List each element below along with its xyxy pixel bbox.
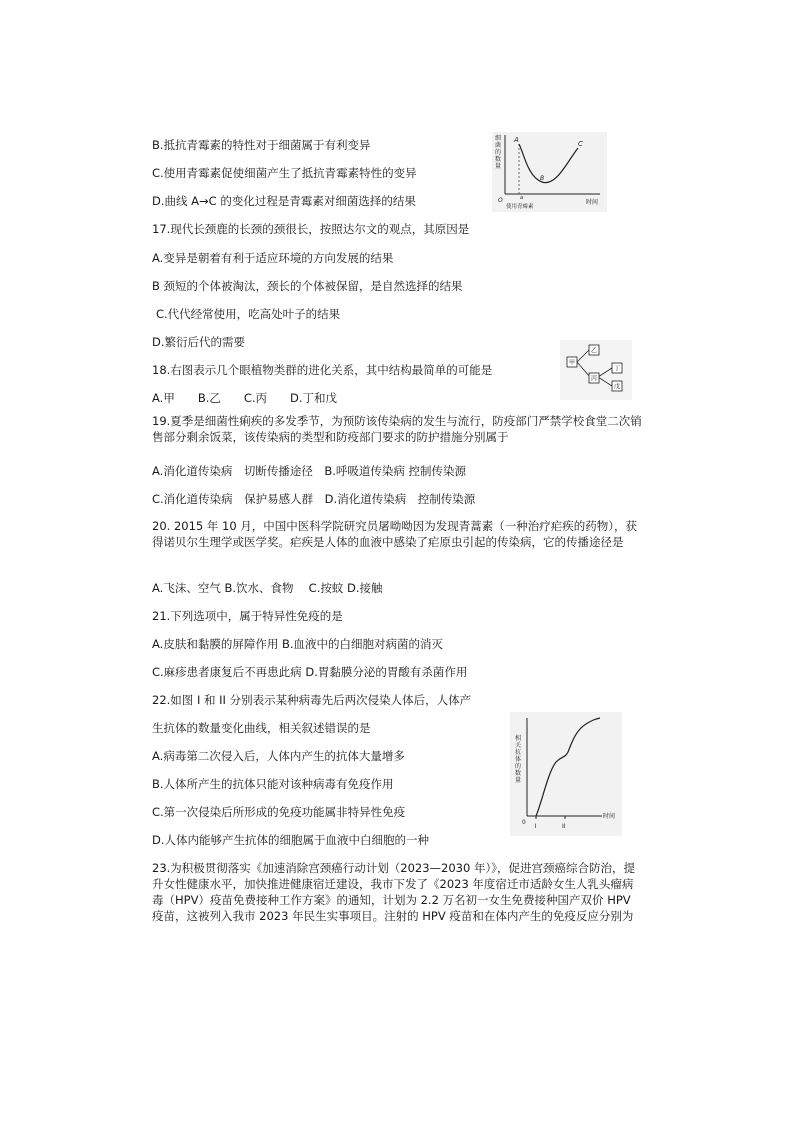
q22-option-b: B.人体所产生的抗体只能对该种病毒有免疫作用 — [152, 777, 394, 791]
q22-stem-line2: 生抗体的数量变化曲线，相关叙述错误的是 — [152, 721, 371, 735]
fig18-node-wu: 戊 — [613, 383, 621, 391]
fig22-origin: 0 — [522, 819, 526, 826]
fig22-ylabel-7: 量 — [514, 777, 522, 784]
antibody-curve-figure — [510, 712, 622, 836]
q21-options-cd: C.麻疹患者康复后不再患此病 D.胃黏膜分泌的胃酸有杀菌作用 — [152, 665, 468, 679]
q18-options: A.甲 B.乙 C.丙 D.丁和戊 — [152, 391, 338, 405]
fig22-xlabel: 时间 — [603, 813, 616, 820]
fig22-tick-2: II — [562, 823, 566, 830]
fig16-mark-a: a — [520, 195, 524, 201]
q18-stem: 18.右图表示几个眼植物类群的进化关系，其中结构最简单的可能是 — [152, 363, 493, 377]
fig16-ylabel-4: 数 — [495, 156, 502, 163]
q23-stem: 23.为积极贯彻落实《加速消除宫颈癌行动计划（2023—2030 年）》，促进宫颈癌综合防治，提升女性健康水平，加快推进健康宿迁建设，我市下发了《2023 年度宿迁市适龄女生人乳头瘤病毒（HPV）疫苗免费接种工作方案》的通知，计划为 2.2 万名初一女生免费接种国产双价 HPV 疫苗，这被列入我市 2023 年民生实事项目。注射的 HPV 疫苗和在体内产生的免疫反应分别为 — [152, 861, 635, 923]
q20-stem: 20. 2015 年 10 月，中国中医科学院研究员屠呦呦因为发现青蒿素（一种治疗疟疾的药物），获得诺贝尔生理学或医学奖。疟疾是人体的血液中感染了疟原虫引起的传染病，它的传播途径是 — [152, 519, 638, 549]
q19-options-ab: A.消化道传染病 切断传播途径 B.呼吸道传染病 控制传染源 — [152, 464, 467, 478]
fig22-tick-1: I — [534, 823, 537, 830]
q17-option-b: B 颈短的个体被淘汰，颈长的个体被保留，是自然选择的结果 — [152, 279, 463, 293]
fig16-xlabel: 时间 — [586, 199, 599, 206]
fig18-node-bing: 丙 — [590, 375, 598, 383]
bacteria-curve-figure — [492, 132, 607, 212]
q22-stem-line1: 22.如图 I 和 II 分别表示某种病毒先后两次侵染人体后，人体产 — [152, 693, 472, 707]
fig18-node-yi: 乙 — [590, 347, 598, 355]
q17-option-c: C.代代经常使用，吃高处叶子的结果 — [156, 307, 341, 321]
q22-option-d: D.人体内能够产生抗体的细胞属于血液中白细胞的一种 — [152, 833, 430, 847]
fig18-node-jia: 甲 — [568, 359, 576, 367]
q16-option-b: B.抵抗青霉素的特性对于细菌属于有利变异 — [152, 138, 371, 152]
fig16-drug-label: 使用青霉素 — [506, 204, 534, 210]
q20-options: A.飞沫、空气 B.饮水、食物 C.按蚊 D.接触 — [152, 581, 383, 595]
fig16-point-a: A — [514, 136, 519, 144]
fig18-node-ding: 丁 — [613, 365, 621, 373]
fig22-ylabel-1: 相 — [514, 735, 522, 742]
fig16-ylabel-1: 细 — [495, 135, 502, 142]
fig16-origin: O — [498, 197, 503, 204]
q17-stem: 17.现代长颈鹿的长颈的颈很长，按照达尔文的观点，其原因是 — [152, 222, 470, 236]
fig16-ylabel-2: 菌 — [495, 142, 502, 149]
fig16-ylabel-3: 的 — [495, 149, 502, 156]
q22-option-a: A.病毒第二次侵入后，人体内产生的抗体大量增多 — [152, 749, 405, 763]
q19-stem: 19.夏季是细菌性痢疾的多发季节，为预防该传染病的发生与流行，防疫部门严禁学校食堂二次销售部分剩余饭菜，该传染病的类型和防疫部门要求的防护措施分别属于 — [152, 414, 642, 444]
q16-option-c: C.使用青霉素促使细菌产生了抵抗青霉素特性的变异 — [152, 166, 417, 180]
fig16-point-c: C — [578, 140, 583, 148]
plant-evolution-figure — [560, 340, 632, 400]
q16-option-d: D.曲线 A→C 的变化过程是青霉素对细菌选择的结果 — [152, 194, 416, 208]
q22-option-c: C.第一次侵染后所形成的免疫功能属非特异性免疫 — [152, 805, 406, 819]
q17-option-d: D.繁衍后代的需要 — [152, 335, 246, 349]
q21-stem: 21.下列选项中，属于特异性免疫的是 — [152, 609, 343, 623]
q17-option-a: A.变异是朝着有利于适应环境的方向发展的结果 — [152, 251, 394, 265]
fig22-ylabel-3: 抗 — [514, 749, 522, 756]
fig22-ylabel-2: 关 — [514, 742, 522, 749]
fig16-point-b: B — [540, 175, 545, 182]
fig22-ylabel-6: 数 — [514, 770, 522, 777]
fig22-ylabel-5: 的 — [514, 763, 522, 770]
fig16-ylabel-5: 量 — [495, 163, 502, 170]
q21-options-ab: A.皮肤和黏膜的屏障作用 B.血液中的白细胞对病菌的消灭 — [152, 637, 444, 651]
fig22-ylabel-4: 体 — [514, 756, 522, 763]
q19-options-cd: C.消化道传染病 保护易感人群 D.消化道传染病 控制传染源 — [152, 492, 476, 506]
